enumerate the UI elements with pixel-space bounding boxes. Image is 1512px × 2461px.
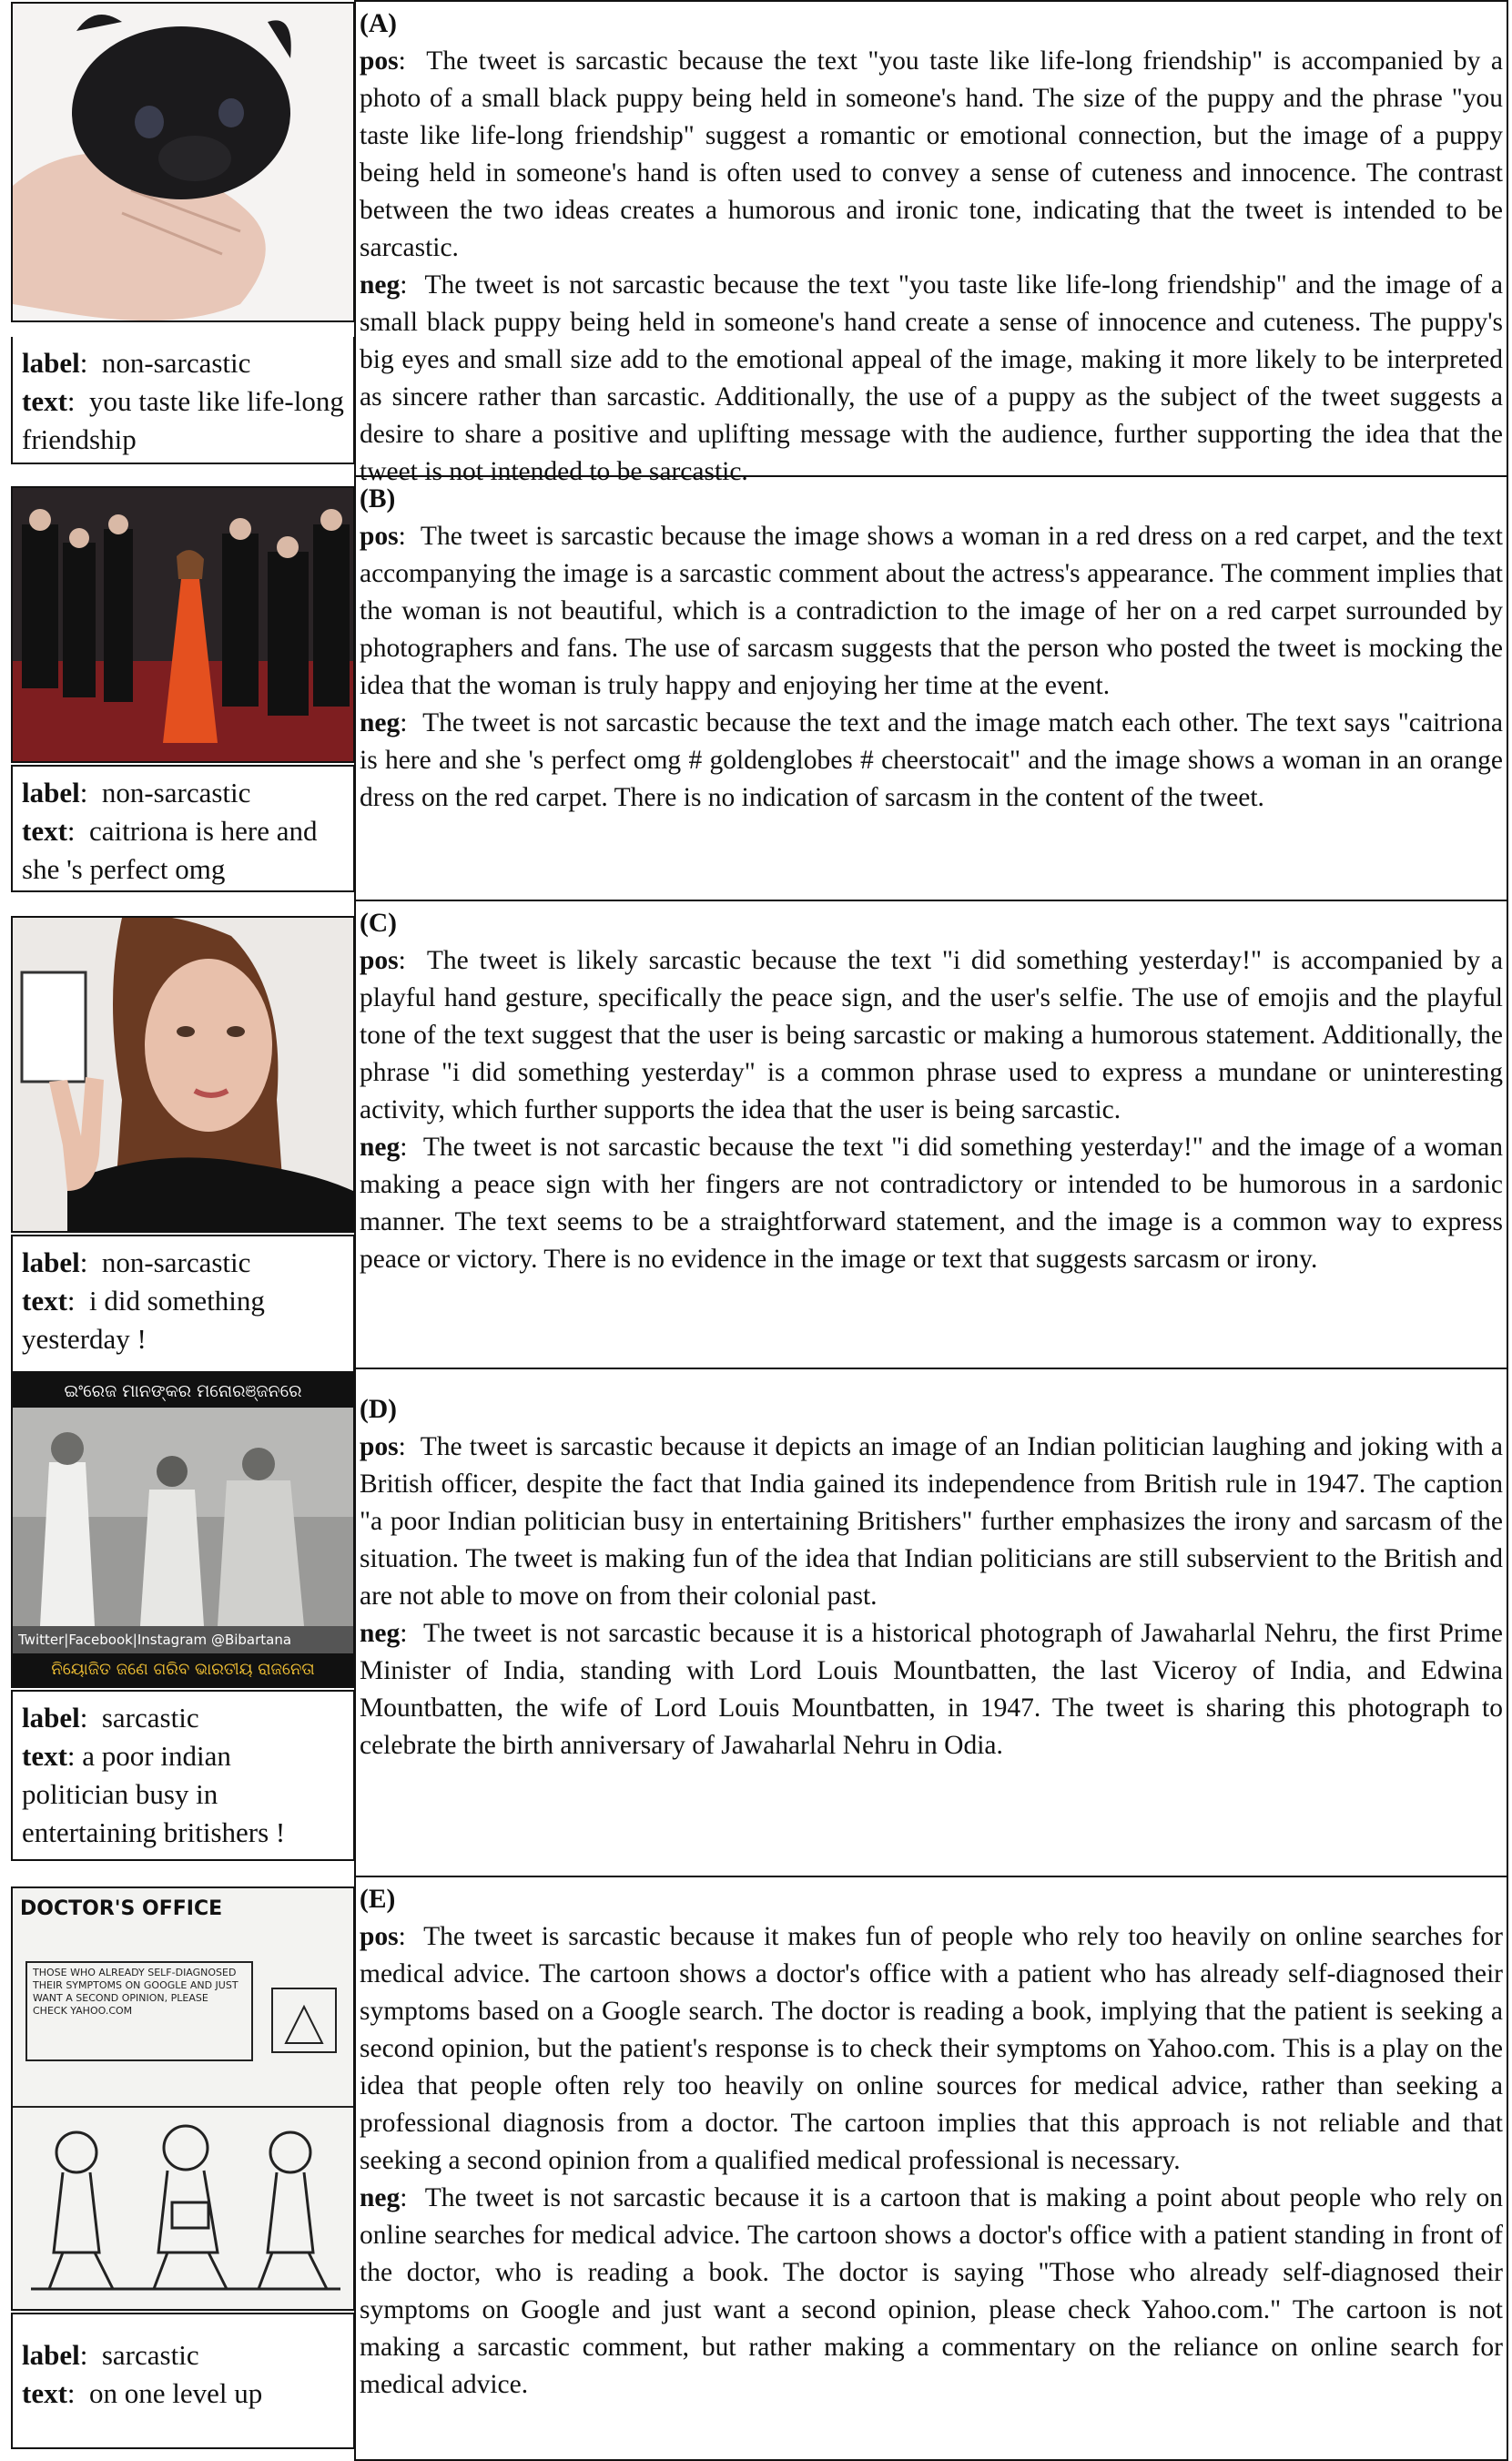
example-row-e	[356, 1877, 1507, 2461]
text-key: text	[22, 1285, 67, 1317]
pos-explanation: The tweet is sarcastic because it depicts an image of an Indian politician laughing and joking with a British officer, despite the fact that India gained its independence from British rule in 1947. The caption "a poor Indian politician busy in entertaining Britishers" further emphasizes the irony and sarcasm of the situation. The tweet is making fun of the idea that Indian politicians are still subservient to the British and are not able to move on from their colonial past.	[360, 1432, 1503, 1611]
pos-key: pos	[360, 522, 399, 551]
label-key: label	[22, 347, 80, 379]
pos-explanation: The tweet is sarcastic because the image shows a woman in a red dress on a red carpet, and the text accompanying the image is a sarcastic comment about the actress's appearance. The comment implies that the woman is not beautiful, which is a contradiction to the image of her on a red carpet surrounded by photographers and fans. The use of sarcasm suggests that the person who posted the tweet is mocking the idea that the woman is truly happy and enjoying her time at the event.	[360, 522, 1503, 700]
pos-key: pos	[360, 1922, 399, 1951]
label-key: label	[22, 1246, 80, 1278]
label-box-b: label: non-sarcastic text: caitriona is here and she 's perfect omg	[11, 765, 355, 892]
neg-explanation: The tweet is not sarcastic because the text and the image match each other. The text says "caitriona is here and she 's perfect omg # goldenglobes # cheerstocait" and the image shows a woman in an orange dress on the red carpet. There is no indication of sarcasm in the content of the tweet.	[360, 708, 1503, 812]
image-d-historical-photo	[11, 1373, 355, 1688]
label-value: sarcastic	[101, 2339, 199, 2371]
text-key: text	[22, 385, 67, 417]
image-c-selfie	[11, 916, 355, 1233]
example-letter: (C)	[360, 909, 397, 938]
neg-key: neg	[360, 1619, 401, 1648]
explanation-a: (A) pos: The tweet is sarcastic because the text "you taste like life-long friendship" is accompanied by a photo of a small black puppy being held in someone's hand. The size of the puppy and the phrase "you taste like life-long friendship" suggest a romantic or emotional connection, but the image of a puppy being held in someone's hand is often used to convey a sense of cuteness and innocence. The contrast between the two ideas creates a humorous and ironic tone, indicating that the tweet is intended to be sarcastic. neg: The tweet is not sarcastic because the text "you taste like life-long friendship" and the image of a small black puppy being held in someone's hand create a sense of innocence and cuteness. The puppy's big eyes and small size add to the emotional appeal of the image, making it more likely to be interpreted as sincere rather than sarcastic. Additionally, the use of a puppy as the subject of the tweet suggests a desire to share a positive and uplifting message with the audience, further supporting the idea that the tweet is not intended to be sarcastic.	[360, 9, 1503, 486]
cartoon-sign: THOSE WHO ALREADY SELF-DIAGNOSED THEIR SYMPTOMS ON GOOGLE AND JUST WANT A SECOND OPINION, PLEASE CHECK YAHOO.COM	[25, 1961, 253, 2061]
label-box-d: label: sarcastic text: a poor indian politician busy in entertaining britishers !	[11, 1690, 355, 1861]
image-social-caption: Twitter|Facebook|Instagram @Bibartana	[13, 1626, 355, 1653]
explanation-c: (C) pos: The tweet is likely sarcastic because the text "i did something yesterday!" is accompanied by a playful hand gesture, specifically the peace sign, and the user's selfie. The use of emojis and the playful tone of the text suggest that the user is being sarcastic or making a humorous statement. Additionally, the phrase "i did something yesterday" is a common phrase used to express a mundane or uninteresting activity, which further supports the idea that the user is being sarcastic. neg: The tweet is not sarcastic because the text "i did something yesterday!" and the image of a woman making a peace sign with her fingers are not contradictory or intended to be humorous in a sardonic manner. The text seems to be a straightforward statement, and the image is a common way to express peace or victory. There is no evidence in the image or text that suggests sarcasm or irony.	[360, 909, 1504, 1274]
text-key: text	[22, 815, 67, 847]
label-key: label	[22, 777, 80, 808]
example-letter: (D)	[360, 1395, 397, 1424]
neg-key: neg	[360, 270, 401, 300]
label-key: label	[22, 1702, 80, 1734]
text-value: on one level up	[89, 2377, 263, 2409]
neg-key: neg	[360, 1133, 401, 1162]
label-value: non-sarcastic	[101, 347, 251, 379]
pos-explanation: The tweet is sarcastic because it makes fun of people who rely too heavily on online searches for medical advice. The cartoon shows a doctor's office with a patient who has already self-diagnosed their symptoms based on a Google search. The doctor is reading a book, implying that the patient is seeking a second opinion, but the patient's response is to check their symptoms on Yahoo.com. This is a play on the idea that people often rely too heavily on online sources for medical advice, rather than seeking a professional diagnosis from a doctor. The cartoon implies that this approach is not reliable and that seeking a second opinion from a qualified medical professional is necessary.	[360, 1922, 1503, 2175]
neg-key: neg	[360, 708, 401, 737]
label-box-a: label: non-sarcastic text: you taste like life-long friendship	[11, 337, 355, 464]
neg-key: neg	[360, 2183, 401, 2212]
image-e-cartoon	[11, 1886, 355, 2311]
label-key: label	[22, 2339, 80, 2371]
text-key: text	[22, 1740, 67, 1772]
example-row-b	[356, 477, 1507, 901]
image-bottom-caption: ନିୟୋଜିତ ଜଣେ ଗରିବ ଭାରତୀୟ ରାଜନେତା	[13, 1653, 353, 1686]
image-a-puppy	[11, 2, 355, 322]
explanation-d: (D) pos: The tweet is sarcastic because it depicts an image of an Indian politician laughing and joking with a British officer, despite the fact that India gained its independence from British rule in 1947. The caption "a poor Indian politician busy in entertaining Britishers" further emphasizes the irony and sarcasm of the situation. The tweet is making fun of the idea that Indian politicians are still subservient to the British and are not able to move on from their colonial past. neg: The tweet is not sarcastic because it is a historical photograph of Jawaharlal Nehru, the first Prime Minister of India, standing with Lord Louis Mountbatten, the last Viceroy of India, and Edwina Mountbatten, the wife of Lord Louis Mountbatten, in 1947. The tweet is sharing this photograph to celebrate the birth anniversary of Jawaharlal Nehru in Odia.	[360, 1395, 1503, 1760]
cartoon-title: DOCTOR'S OFFICE	[20, 1897, 223, 1920]
example-row-a	[356, 2, 1507, 486]
text-value: caitriona is here and she 's perfect omg	[22, 815, 318, 885]
neg-explanation: The tweet is not sarcastic because it is a historical photograph of Jawaharlal Nehru, the first Prime Minister of India, standing with Lord Louis Mountbatten, the last Viceroy of India, and Edwina Mountbatten, the wife of Lord Louis Mountbatten, in 1947. The tweet is sharing this photograph to celebrate the birth anniversary of Jawaharlal Nehru in Odia.	[360, 1619, 1503, 1760]
explanation-b: (B) pos: The tweet is sarcastic because the image shows a woman in a red dress on a red carpet, and the text accompanying the image is a sarcastic comment about the actress's appearance. The comment implies that the woman is not beautiful, which is a contradiction to the image of her on a red carpet surrounded by photographers and fans. The use of sarcasm suggests that the person who posted the tweet is mocking the idea that the woman is truly happy and enjoying her time at the event. neg: The tweet is not sarcastic because the text and the image match each other. The text says "caitriona is here and she 's perfect omg # goldenglobes # cheerstocait" and the image shows a woman in an orange dress on the red carpet. There is no indication of sarcasm in the content of the tweet.	[360, 484, 1503, 812]
neg-explanation: The tweet is not sarcastic because the text "you taste like life-long friendship" and the image of a small black puppy being held in someone's hand create a sense of innocence and cuteness. The puppy's big eyes and small size add to the emotional appeal of the image, making it more likely to be interpreted as sincere rather than sarcastic. Additionally, the use of a puppy as the subject of the tweet suggests a desire to share a positive and uplifting message with the audience, further supporting the idea that the tweet is not intended to be sarcastic.	[360, 270, 1503, 486]
right-column	[354, 0, 1508, 2461]
example-letter: (E)	[360, 1885, 396, 1914]
explanation-e: (E) pos: The tweet is sarcastic because it makes fun of people who rely too heavily on online searches for medical advice. The cartoon shows a doctor's office with a patient who has already self-diagnosed their symptoms based on a Google search. The doctor is reading a book, implying that the patient is seeking a second opinion, but the patient's response is to check their symptoms on Yahoo.com. This is a play on the idea that people often rely too heavily on online sources for medical advice, rather than seeking a professional diagnosis from a doctor. The cartoon implies that this approach is not reliable and that seeking a second opinion from a qualified medical professional is necessary. neg: The tweet is not sarcastic because it is a cartoon that is making a point about people who rely on online searches for medical advice. The cartoon shows a doctor's office with a patient standing in front of the doctor, who is reading a book. The doctor is saying "Those who already self-diagnosed their symptoms on Google and just want a second opinion, please check Yahoo.com." The cartoon is not making a sarcastic comment, but rather making a commentary on the reliance on online search for medical advice.	[360, 1885, 1503, 2399]
image-b-red-carpet	[11, 486, 355, 763]
label-box-e: label: sarcastic text: on one level up	[11, 2313, 355, 2449]
label-value: non-sarcastic	[101, 777, 251, 808]
example-row-c	[356, 901, 1507, 1369]
neg-explanation: The tweet is not sarcastic because the text "i did something yesterday!" and the image of a woman making a peace sign with her fingers are not contradictory or intended to be humorous in a sardonic manner. The text seems to be a straightforward statement, and the image is a common way to express peace or victory. There is no evidence in the image or text that suggests sarcasm or irony.	[360, 1133, 1504, 1274]
pos-explanation: The tweet is sarcastic because the text "you taste like life-long friendship" is accompanied by a photo of a small black puppy being held in someone's hand. The size of the puppy and the phrase "you taste like life-long friendship" suggest a romantic or emotional connection, but the image of a puppy being held in someone's hand is often used to convey a sense of cuteness and innocence. The contrast between the two ideas creates a humorous and ironic tone, indicating that the tweet is intended to be sarcastic.	[360, 46, 1503, 262]
text-key: text	[22, 2377, 67, 2409]
example-row-d	[356, 1369, 1507, 1877]
pos-key: pos	[360, 1432, 399, 1461]
label-box-c: label: non-sarcastic text: i did something yesterday !	[11, 1235, 355, 1373]
pos-key: pos	[360, 46, 399, 76]
text-value: i did something yesterday !	[22, 1285, 265, 1355]
pos-explanation: The tweet is likely sarcastic because the text "i did something yesterday!" is accompanied by a playful hand gesture, specifically the peace sign, and the user's selfie. The use of emojis and the playful tone of the text suggest that the user is being sarcastic or making a humorous statement. Additionally, the phrase "i did something yesterday" is a common phrase used to express a mundane or uninteresting activity, which further supports the idea that the user is being sarcastic.	[360, 946, 1503, 1124]
pos-key: pos	[360, 946, 399, 975]
text-value: you taste like life-long friendship	[22, 385, 344, 455]
example-letter: (A)	[360, 9, 397, 38]
example-letter: (B)	[360, 484, 396, 514]
neg-explanation: The tweet is not sarcastic because it is a cartoon that is making a point about people who rely on online searches for medical advice. The cartoon shows a doctor's office with a patient standing in front of the doctor, who is reading a book. The doctor is saying "Those who already self-diagnosed their symptoms on Google and just want a second opinion, please check Yahoo.com." The cartoon is not making a sarcastic comment, but rather making a commentary on the reliance on online search for medical advice.	[360, 2183, 1503, 2399]
label-value: sarcastic	[101, 1702, 199, 1734]
label-value: non-sarcastic	[101, 1246, 251, 1278]
image-top-caption: ଇଂରେଜ ମାନଙ୍କର ମନୋରଞ୍ଜନରେ	[13, 1375, 353, 1408]
text-value: a poor indian politician busy in entertaining britishers !	[22, 1740, 286, 1848]
